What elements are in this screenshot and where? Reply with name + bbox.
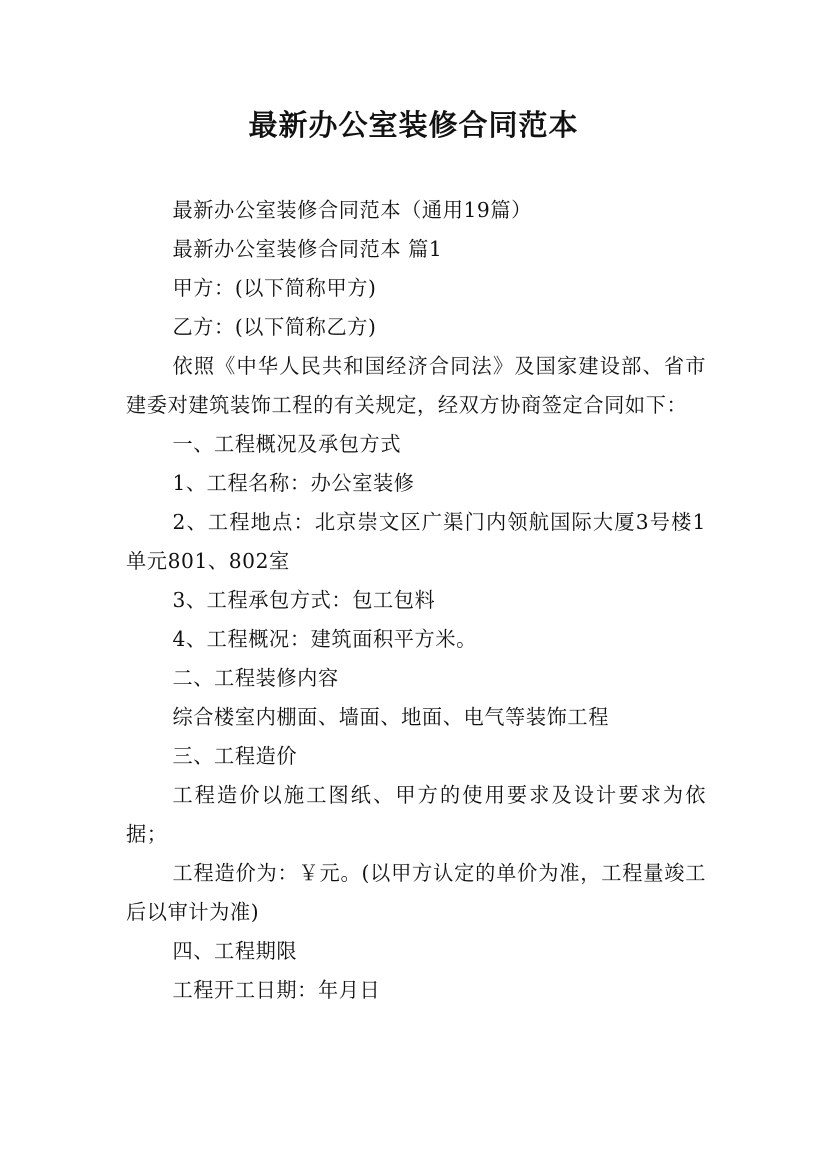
paragraph-text: 综合楼室内棚面、墙面、地面、电气等装饰工程 [172,705,609,729]
paragraph-text: 工程造价为：￥元。(以甲方认定的单价为准，工程量竣工后以审计为准) [126,861,706,924]
paragraph-preamble: 依照《中华人民共和国经济合同法》及国家建设部、省市建委对建筑装饰工程的有关规定，经双方协商签定合同如下： [126,354,706,417]
paragraph-heading-2: 二、工程装修内容 [172,666,339,690]
paragraph-item: 4、工程概况：建筑面积平方米。 [172,627,477,651]
paragraph-section-heading: 最新办公室装修合同范本 篇1 [172,237,443,261]
paragraph-party-b: 乙方：(以下简称乙方) [172,315,377,339]
document-body [126,191,706,1010]
paragraph-heading-3: 三、工程造价 [172,744,298,768]
paragraph-party-a: 甲方：(以下简称甲方) [172,276,377,300]
paragraph-item: 3、工程承包方式：包工包料 [172,588,436,612]
paragraph-heading-1: 一、工程概况及承包方式 [172,432,402,456]
paragraph-heading-4: 四、工程期限 [172,939,298,963]
paragraph-item: 2、工程地点：北京崇文区广渠门内领航国际大厦3号楼1单元801、802室 [126,510,706,573]
document-title: 最新办公室装修合同范本 [248,108,579,142]
paragraph-text: 工程造价以施工图纸、甲方的使用要求及设计要求为依据； [126,783,706,846]
paragraph-subtitle: 最新办公室装修合同范本（通用19篇） [172,198,532,222]
paragraph-text: 工程开工日期：年月日 [172,978,381,1002]
paragraph-item: 1、工程名称：办公室装修 [172,471,415,495]
